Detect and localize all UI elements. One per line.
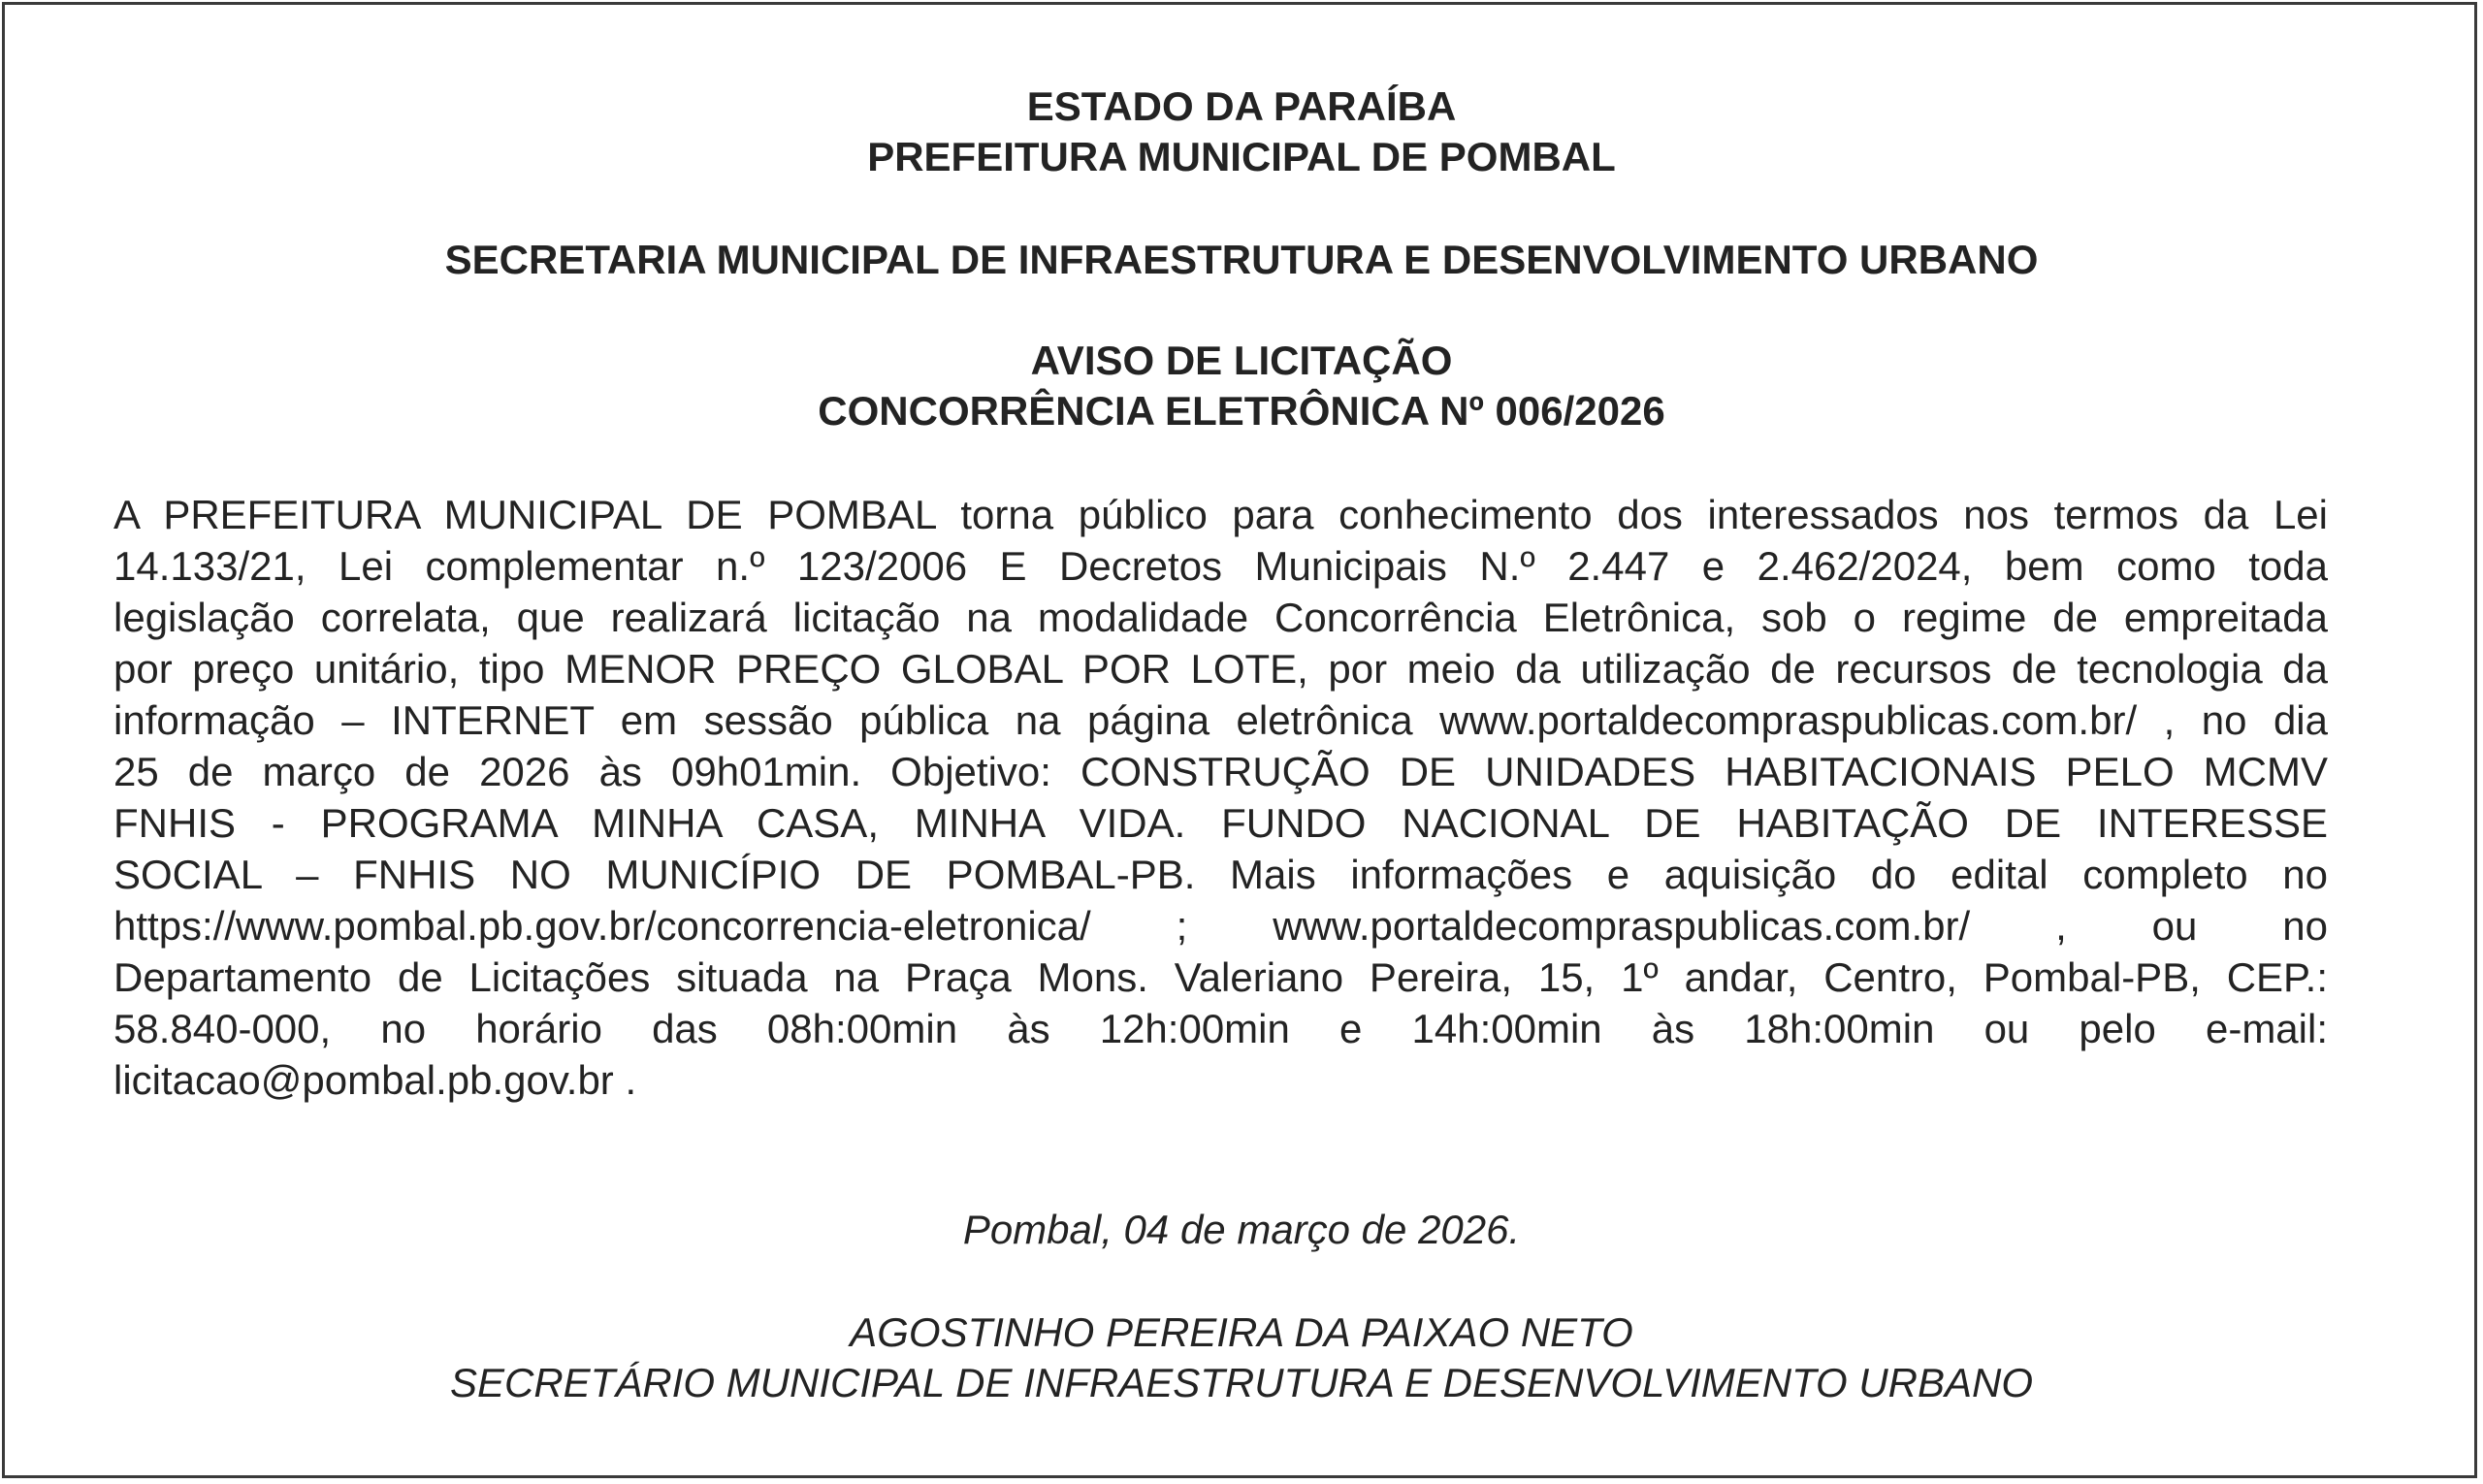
secretariat-heading: SECRETARIA MUNICIPAL DE INFRAESTRUTURA E DESENVOLVIMENTO URBANO xyxy=(444,237,2039,282)
body-line: 58.840-000, no horário das 08h:00min às 12h:00min e 14h:00min às 18h:00min ou pelo e-mail: xyxy=(113,1006,2328,1051)
notice-number: CONCORRÊNCIA ELETRÔNICA Nº 006/2026 xyxy=(818,388,1665,434)
notice-block xyxy=(0,336,2483,436)
signatory-name: AGOSTINHO PEREIRA DA PAIXAO NETO xyxy=(850,1309,1633,1355)
prefecture-heading: PREFEITURA MUNICIPAL DE POMBAL xyxy=(867,134,1616,179)
body-line: legislação correlata, que realizará licitação na modalidade Concorrência Eletrônica, sob o regime de empreitada xyxy=(113,595,2328,640)
body-line: informação – INTERNET em sessão pública na página eletrônica www.portaldecompraspublicas.com.br/ , no dia xyxy=(113,697,2328,743)
notice-title: AVISO DE LICITAÇÃO xyxy=(1030,338,1453,383)
body-line: https://www.pombal.pb.gov.br/concorrencia-eletronica/ ; www.portaldecompraspublicas.com.br/ , ou no xyxy=(113,903,2328,949)
header-block xyxy=(0,81,2483,182)
signatory-role: SECRETÁRIO MUNICIPAL DE INFRAESTRUTURA E DESENVOLVIMENTO URBANO xyxy=(449,1360,2034,1405)
body-line: FNHIS - PROGRAMA MINHA CASA, MINHA VIDA. FUNDO NACIONAL DE HABITAÇÃO DE INTERESSE xyxy=(113,800,2328,846)
place-date-block xyxy=(0,1205,2483,1255)
body-line: A PREFEITURA MUNICIPAL DE POMBAL torna público para conhecimento dos interessados nos termos da Lei xyxy=(113,492,2328,537)
notice-body xyxy=(113,489,2328,1106)
signature-block xyxy=(0,1307,2483,1408)
body-line: 25 de março de 2026 às 09h01min. Objetivo: CONSTRUÇÃO DE UNIDADES HABITACIONAIS PELO MCMV xyxy=(113,749,2328,794)
secretariat-block xyxy=(0,235,2483,285)
body-line: licitacao@pombal.pb.gov.br . xyxy=(113,1057,637,1103)
place-date: Pombal, 04 de março de 2026. xyxy=(962,1207,1521,1252)
body-line: 14.133/21, Lei complementar n.º 123/2006 E Decretos Municipais N.º 2.447 e 2.462/2024, bem como toda xyxy=(113,543,2328,589)
state-heading: ESTADO DA PARAÍBA xyxy=(1026,83,1457,129)
body-line: Departamento de Licitações situada na Praça Mons. Valeriano Pereira, 15, 1º andar, Centro, Pombal-PB, CEP.: xyxy=(113,954,2328,1000)
body-line: SOCIAL – FNHIS NO MUNICÍPIO DE POMBAL-PB. Mais informações e aquisição do edital completo no xyxy=(113,852,2328,897)
body-line: por preço unitário, tipo MENOR PREÇO GLOBAL POR LOTE, por meio da utilização de recursos de tecnologia da xyxy=(113,646,2328,692)
